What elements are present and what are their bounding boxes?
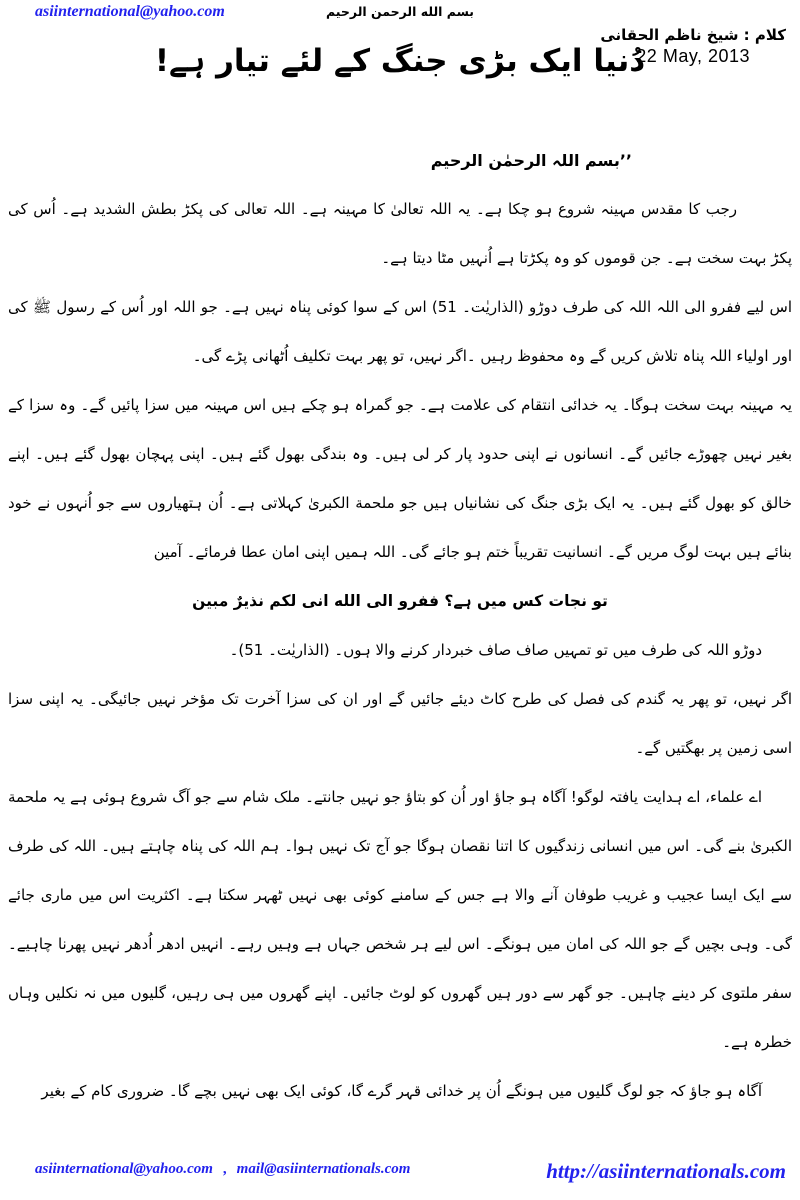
paragraph-clear-warner: دوڑو اللہ کی طرف میں تو تمہیں صاف صاف خبردار کرنے والا ہوں۔ (الذاریٰت۔ 51)۔: [229, 641, 762, 659]
document-date: 22 May, 2013: [636, 46, 751, 66]
paragraph-flee-to-allah: اس لیے ففرو الی اللہ اللہ کی طرف دوڑو (الذاریٰت۔ 51) اس کے سوا کوئی پناہ نہیں ہے۔ جو اللہ اور اُس کے رسول ﷺ کی اور اولیاء اللہ پناہ تلاش کریں گے وہ محفوظ رہیں ۔اگر نہیں، تو پھر بہت تکلیف اُٹھانی پڑے گی۔: [8, 298, 792, 365]
line-salvation-question: تو نجات کس میں ہے؟ ففرو الی الله انی لکم نذیرٌ مبین: [192, 592, 608, 610]
footer-email-yahoo[interactable]: asiinternational@yahoo.com: [35, 1161, 213, 1177]
author-name: کلام : شیخ ناظم الحقانی: [600, 26, 786, 44]
paragraph-bismillah-opening: ’’بسم اللہ الرحمٰن الرحیم: [430, 151, 632, 170]
paragraph-address-ulema: اے علماء، اے ہدایت یافتہ لوگو! آگاہ ہو جاؤ اور اُن کو بتاؤ جو نہیں جانتے۔ ملک شام سے جو آگ شروع ہوئی ہے یہ ملحمة الکبریٰ بنے گی۔ اس میں انسانی زندگیوں کا اتنا نقصان ہوگا جو آج تک نہیں ہوا۔ ہم اللہ کی پناہ چاہتے ہیں۔ اللہ کی طرف سے ایک ایسا عجیب و غریب طوفان آنے والا ہے جس کے سامنے کوئی بھی نہیں ٹھہر سکتا ہے۔ اکثریت اس میں ماری جائے گی۔ وہی بچیں گے جو اللہ کی امان میں ہونگے۔ اس لیے ہر شخص جہاں ہے وہیں رہے۔ انہیں ادھر اُدھر نہیں پھرنا چاہیے۔ سفر ملتوی کر دینے چاہیں۔ جو گھر سے دور ہیں گھروں کو لوٹ جائیں۔ اپنے گھروں میں ہی رہیں، گلیوں میں نہ نکلیں وہاں خطرہ ہے۔: [8, 788, 792, 1051]
bismillah-header: بسم الله الرحمن الرحيم: [326, 4, 474, 19]
paragraph-divine-punishment: یہ مہینہ بہت سخت ہوگا۔ یہ خدائی انتقام کی علامت ہے۔ جو گمراہ ہو چکے ہیں اس مہینہ میں سزا پائیں گے۔ وہ سزا کے بغیر نہیں چھوڑے جائیں گے۔ انسانوں نے اپنی حدود پار کر لی ہیں۔ وہ بندگی بھول گئے ہیں۔ اپنی پہچان بھول گئے ہیں۔ اپنے خالق کو بھول گئے ہیں۔ یہ ایک بڑی جنگ کی نشانیاں ہیں جو ملحمة الکبریٰ کہلاتی ہے۔ اُن ہتھیاروں سے جو اُنہوں نے خود بنائے ہیں بہت لوگ مریں گے۔ انسانیت تقریباً ختم ہو جائے گی۔ اللہ ہمیں اپنی امان عطا فرمائے۔ آمین: [8, 396, 792, 561]
page-title: دُنیا ایک بڑی جنگ کے لئے تیار ہے!: [154, 43, 646, 79]
document-body: [8, 136, 792, 1148]
header-email-link[interactable]: asiinternational@yahoo.com: [35, 3, 225, 20]
footer-email-asii[interactable]: mail@asiinternationals.com: [236, 1161, 411, 1177]
footer-separator: ,: [222, 1161, 227, 1177]
paragraph-wheat-harvest: اگر نہیں، تو پھر یہ گندم کی فصل کی طرح کاٹ دیئے جائیں گے اور ان کی سزا آخرت تک مؤخر نہیں جائیگی۔ یہ اپنی سزا اسی زمین پر بھگتیں گے۔: [8, 690, 792, 757]
footer-emails: [35, 1161, 410, 1178]
footer-website-link[interactable]: http://asiinternationals.com: [546, 1159, 786, 1183]
paragraph-streets-warning: آگاہ ہو جاؤ کہ جو لوگ گلیوں میں ہونگے اُن پر خدائی قہر گرے گا، کوئی ایک بھی نہیں بچے گا۔ ضروری کام کے بغیر: [41, 1082, 762, 1100]
paragraph-rajab-month: رجب کا مقدس مہینہ شروع ہو چکا ہے۔ یہ اللہ تعالیٰ کا مہینہ ہے۔ اللہ تعالی کی پکڑ بطش الشدید ہے۔ اُس کی پکڑ بہت سخت ہے۔ جن قوموں کو وہ پکڑتا ہے اُنہیں مٹا دیتا ہے۔: [8, 200, 792, 267]
